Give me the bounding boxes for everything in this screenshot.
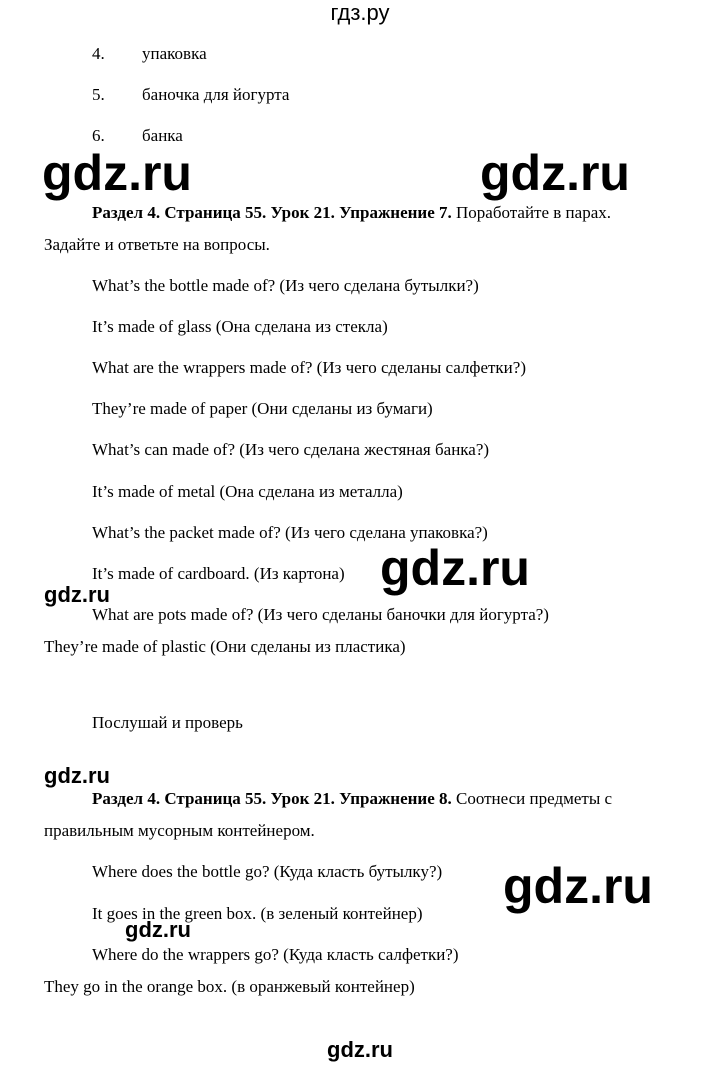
watermark-bottom-right: gdz.ru [503,858,653,914]
watermark-small-left: gdz.ru [44,582,110,607]
list-number-6: 6. [92,126,105,145]
exercise8-line-1: Where does the bottle go? (Куда класть бутылку?) [92,862,443,881]
exercise7-line-3: What are the wrappers made of? (Из чего сделаны салфетки?) [92,358,526,377]
exercise7-title-rest: Поработайте в парах. [451,203,611,222]
exercise8-line-4: They go in the orange box. (в оранжевый контейнер) [44,977,415,996]
exercise8-title-bold: Раздел 4. Страница 55. Урок 21. Упражнение 8. [92,789,452,808]
watermark-small-left-2: gdz.ru [44,763,110,788]
site-header: гдз.ру [330,0,390,25]
exercise7-line-2: It’s made of glass (Она сделана из стекла) [92,317,388,336]
exercise7-line-10: They’re made of plastic (Они сделаны из пластика) [44,637,406,656]
exercise8-line-2: It goes in the green box. (в зеленый контейнер) [92,904,423,923]
exercise7-title-line2: Задайте и ответьте на вопросы. [44,235,270,254]
list-item-4: упаковка [142,44,207,63]
exercise8-title-rest: Соотнеси предметы с [451,789,613,808]
exercise7-line-1: What’s the bottle made of? (Из чего сделана бутылки?) [92,276,479,295]
exercise7-line-5: What’s can made of? (Из чего сделана жестяная банка?) [92,440,490,459]
listen-and-check: Послушай и проверь [92,713,243,732]
exercise8-line-3: Where do the wrappers go? (Куда класть салфетки?) [92,945,459,964]
exercise7-line-8: It’s made of cardboard. (Из картона) [92,564,345,583]
exercise8-title-line2: правильным мусорным контейнером. [44,821,315,840]
exercise7-line-6: It’s made of metal (Она сделана из металла) [92,482,403,501]
watermark-middle: gdz.ru [380,540,530,596]
exercise7-line-9: What are pots made of? (Из чего сделаны баночки для йогурта?) [92,605,549,624]
exercise8-title [92,789,612,809]
watermark-top-left: gdz.ru [42,145,192,201]
site-footer: gdz.ru [327,1037,393,1062]
list-item-6: банка [142,126,183,145]
watermark-top-right: gdz.ru [480,145,630,201]
list-item-5: баночка для йогурта [142,85,290,104]
exercise7-line-7: What’s the packet made of? (Из чего сделана упаковка?) [92,523,488,542]
exercise7-line-4: They’re made of paper (Они сделаны из бумаги) [92,399,433,418]
list-number-5: 5. [92,85,105,104]
exercise7-title-bold: Раздел 4. Страница 55. Урок 21. Упражнение 7. [92,203,452,222]
watermark-small-bottom: gdz.ru [125,917,191,942]
list-number-4: 4. [92,44,105,63]
exercise7-title [92,203,611,223]
